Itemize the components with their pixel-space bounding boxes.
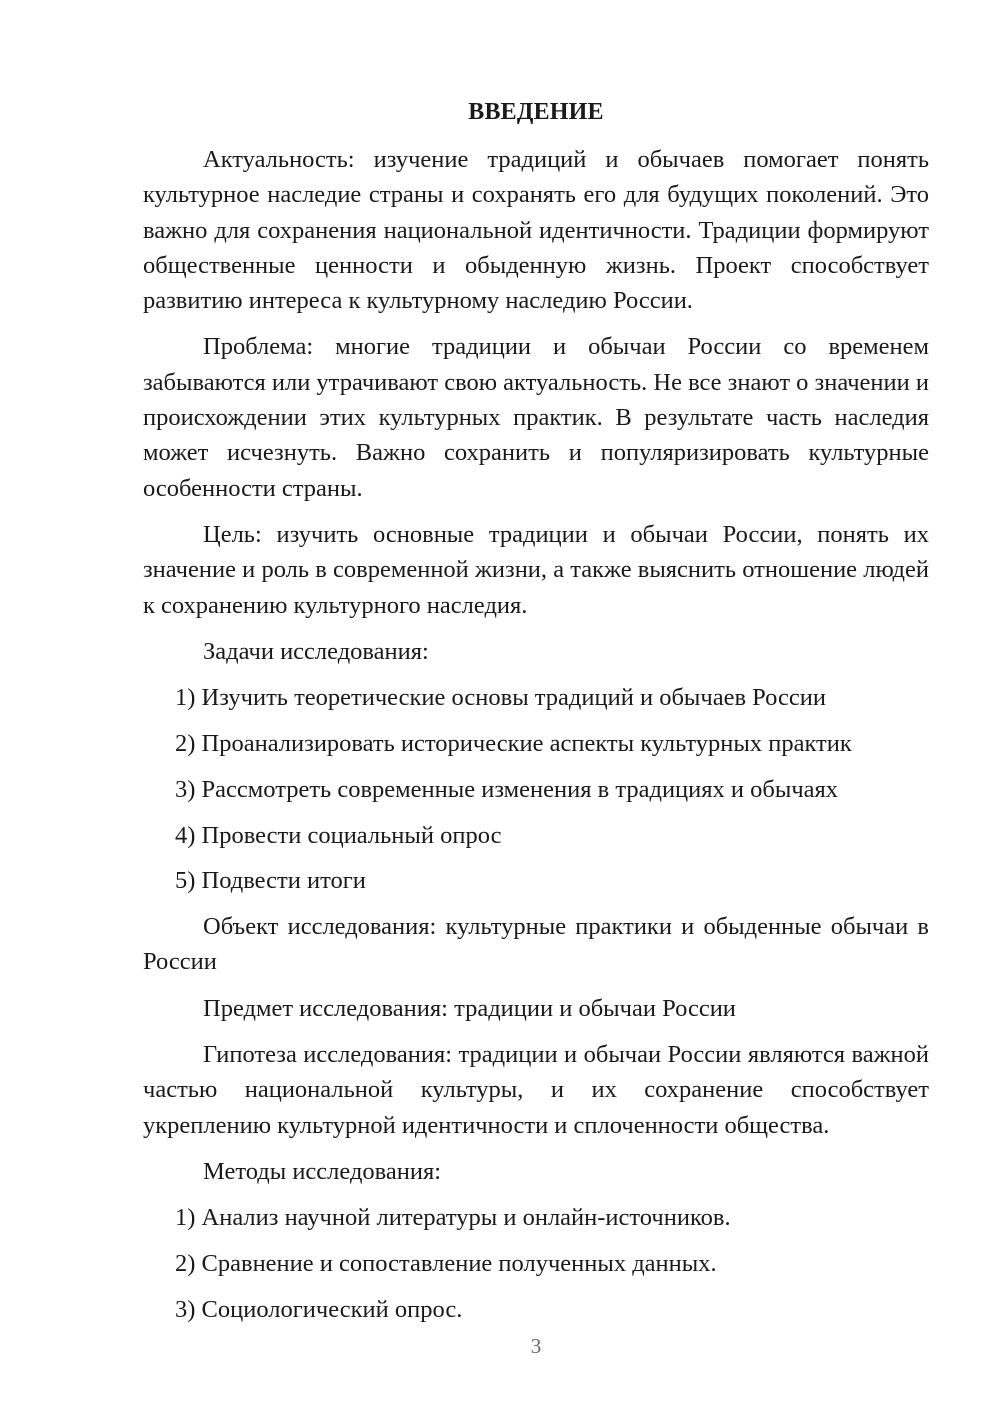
hypothesis-paragraph: Гипотеза исследования: традиции и обычаи России являются важной частью национальной культуры, и их сохранение способствует укреплению культурной идентичности и сплоченности общества. (143, 1041, 929, 1139)
list-item: 1) Анализ научной литературы и онлайн-источников. (175, 1204, 731, 1232)
list-item: 5) Подвести итоги (175, 867, 366, 895)
list-item: 4) Провести социальный опрос (175, 821, 502, 849)
list-item: 3) Социологический опрос. (175, 1295, 463, 1323)
list-item: 3) Рассмотреть современные изменения в традициях и обычаях (175, 775, 839, 803)
methods-list (143, 1200, 929, 1327)
page-title: ВВЕДЕНИЕ (468, 99, 604, 125)
relevance-paragraph: Актуальность: изучение традиций и обычаев помогает понять культурное наследие страны и сохранять его для будущих поколений. Это важно для сохранения национальной идентичности. Традиции формируют общественные ценности и обыденную жизнь. Проект способствует развитию интереса к культурному наследию России. (143, 146, 929, 315)
list-item: 2) Проанализировать исторические аспекты культурных практик (175, 729, 852, 757)
methods-heading: Методы исследования: (203, 1157, 442, 1185)
subject-paragraph: Предмет исследования: традиции и обычаи России (203, 994, 736, 1022)
goal-paragraph: Цель: изучить основные традиции и обычаи России, понять их значение и роль в современной жизни, а также выяснить отношение людей к сохранению культурного наследия. (143, 520, 929, 619)
tasks-heading: Задачи исследования: (203, 637, 429, 665)
object-paragraph: Объект исследования: культурные практики и обыденные обычаи в России (143, 913, 929, 976)
document-body (143, 142, 929, 1338)
tasks-list (143, 680, 929, 898)
page-number: 3 (530, 1334, 542, 1358)
list-item: 1) Изучить теоретические основы традиций и обычаев России (175, 684, 826, 712)
problem-paragraph: Проблема: многие традиции и обычаи России со временем забываются или утрачивают свою актуальность. Не все знают о значении и происхождении этих культурных практик. В результате часть наследия может исчезнуть. Важно сохранить и популяризировать культурные особенности страны. (143, 333, 929, 502)
list-item: 2) Сравнение и сопоставление полученных данных. (175, 1250, 717, 1278)
